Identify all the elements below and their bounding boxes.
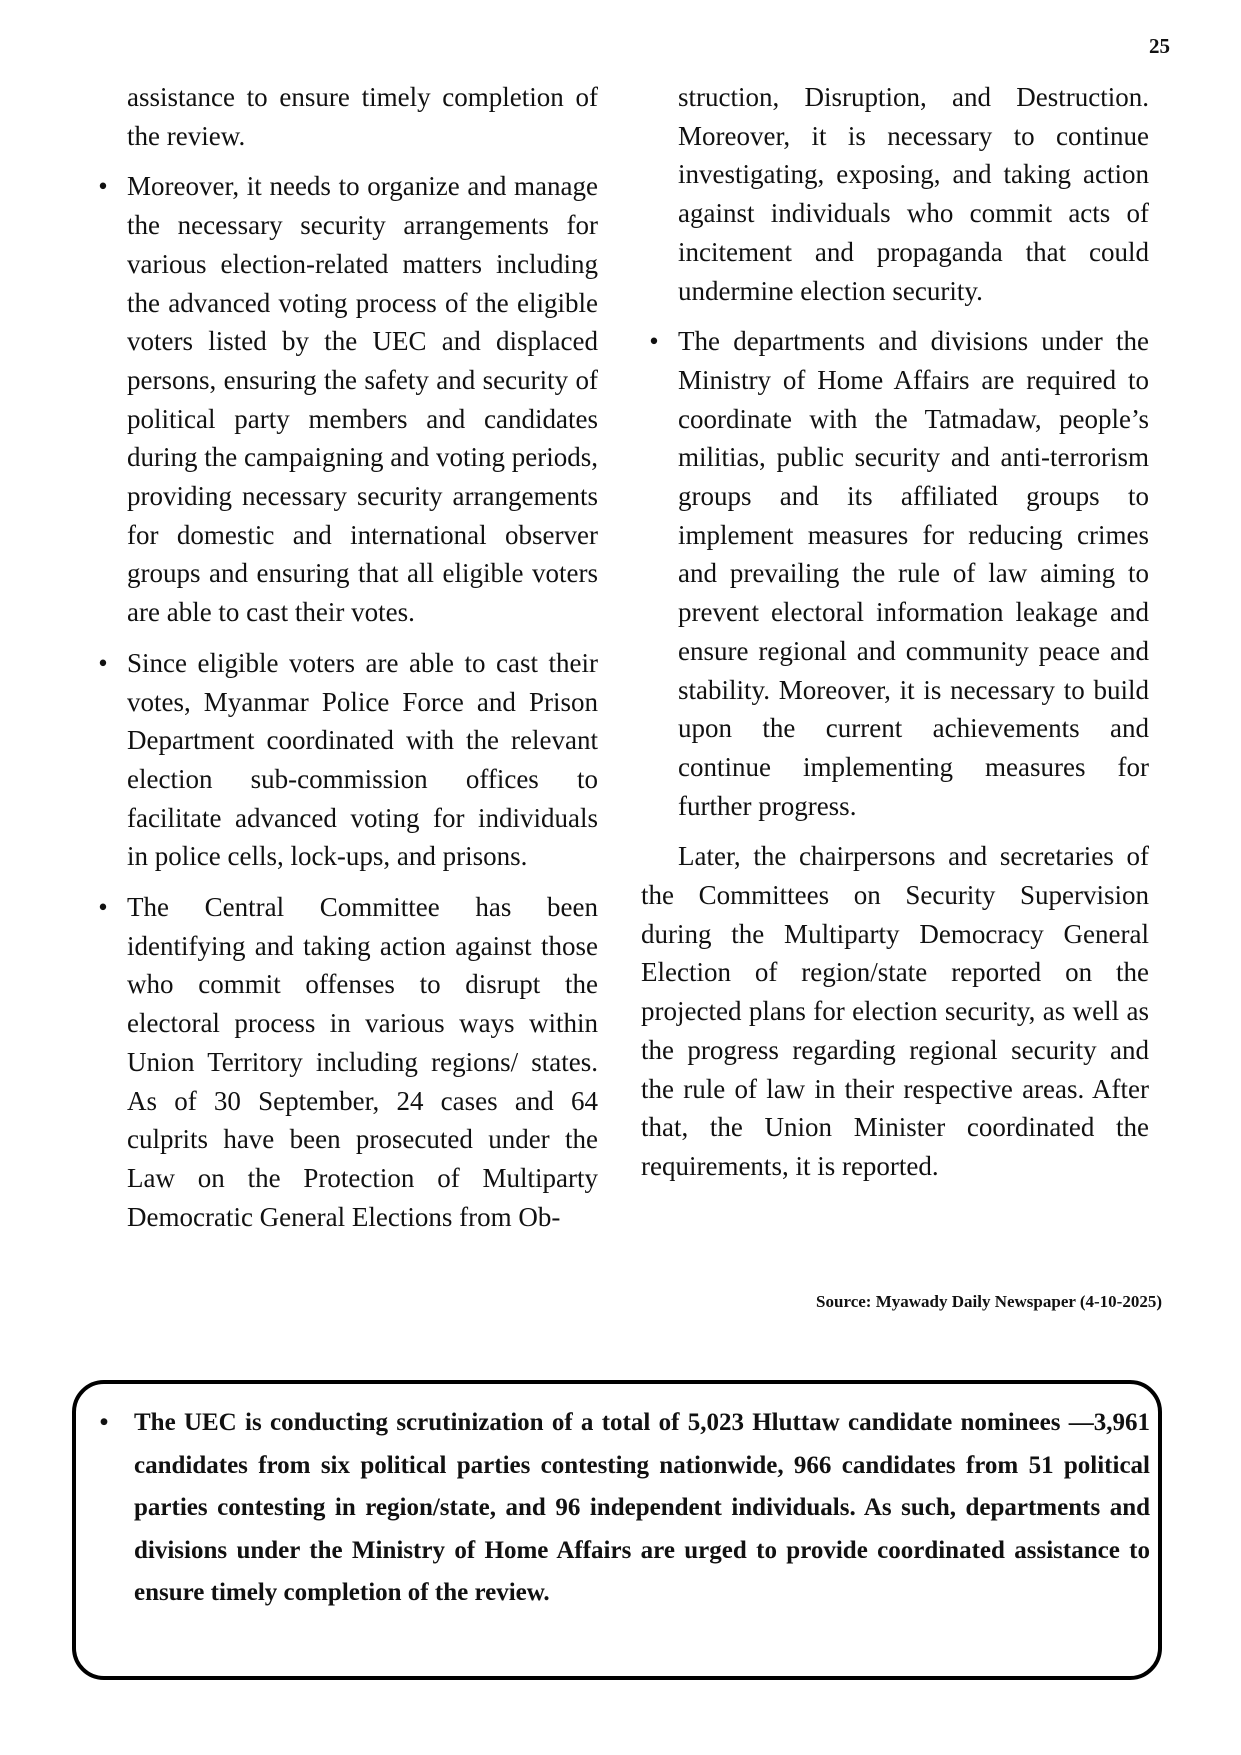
left-column	[98, 78, 598, 1248]
highlight-bullet-item	[99, 1402, 1150, 1615]
bullet-icon: •	[99, 1409, 109, 1436]
page-number: 25	[1149, 34, 1170, 58]
bullet-icon: •	[98, 892, 108, 923]
bullet-icon: •	[649, 326, 659, 357]
bullet-item	[649, 322, 1149, 825]
bullet-item	[98, 167, 598, 631]
bullet-text: The departments and divisions under the Ministry of Home Affairs are required to coordinate with the Tatmadaw, people’s militias, public security and anti-terrorism groups and its affiliated groups to implement measures for reducing crimes and prevailing the rule of law aiming to prevent electoral information leakage and ensure regional and community peace and stability. Moreover, it is necessary to build upon the current achievements and continue implementing measures for further progress.	[678, 326, 1149, 821]
bullet-text: Since eligible voters are able to cast their votes, Myanmar Police Force and Prison Department coordinated with the relevant election sub-commission offices to facilitate advanced voting for individuals in police cells, lock-ups, and prisons.	[127, 647, 598, 872]
bullet-text: Moreover, it needs to organize and manage the necessary security arrangements for various election-related matters including the advanced voting process of the eligible voters listed by the UEC and displaced persons, ensuring the safety and security of political party members and candidates during the campaigning and voting periods, providing necessary security arrangements for domestic and international observer groups and ensuring that all eligible voters are able to cast their votes.	[127, 171, 598, 628]
bullet-item	[98, 888, 598, 1236]
bullet-item	[98, 644, 598, 876]
continuation-paragraph: assistance to ensure timely completion of the review.	[127, 82, 598, 151]
bullet-text: The Central Committee has been identifying and taking action against those who commit offenses to disrupt the electoral process in various ways within Union Territory including regions/ states. As of 30 September, 24 cases and 64 culprits have been prosecuted under the Law on the Protection of Multiparty Democratic General Elections from Ob-	[127, 892, 598, 1232]
continuation-paragraph: struction, Disruption, and Destruction. Moreover, it is necessary to continue investigating, exposing, and taking action against individuals who commit acts of incitement and propaganda that could undermine election security.	[678, 82, 1149, 306]
right-column	[641, 78, 1149, 1198]
highlight-box	[72, 1380, 1162, 1680]
highlight-text: The UEC is conducting scrutinization of a total of 5,023 Hluttaw candidate nominees —3,961 candidates from six political parties contesting nationwide, 966 candidates from 51 political parties contesting in region/state, and 96 independent individuals. As such, departments and divisions under the Ministry of Home Affairs are urged to provide coordinated assistance to ensure timely completion of the review.	[134, 1409, 1150, 1606]
source-citation: Source: Myawady Daily Newspaper (4-10-2025)	[816, 1292, 1162, 1311]
bullet-icon: •	[98, 171, 108, 202]
bullet-icon: •	[98, 647, 108, 678]
body-paragraph: Later, the chairpersons and secretaries of the Committees on Security Supervision during the Multiparty Democracy General Election of region/state reported on the projected plans for election security, as well as the progress regarding regional security and the rule of law in their respective areas. After that, the Union Minister coordinated the requirements, it is reported.	[641, 841, 1149, 1181]
